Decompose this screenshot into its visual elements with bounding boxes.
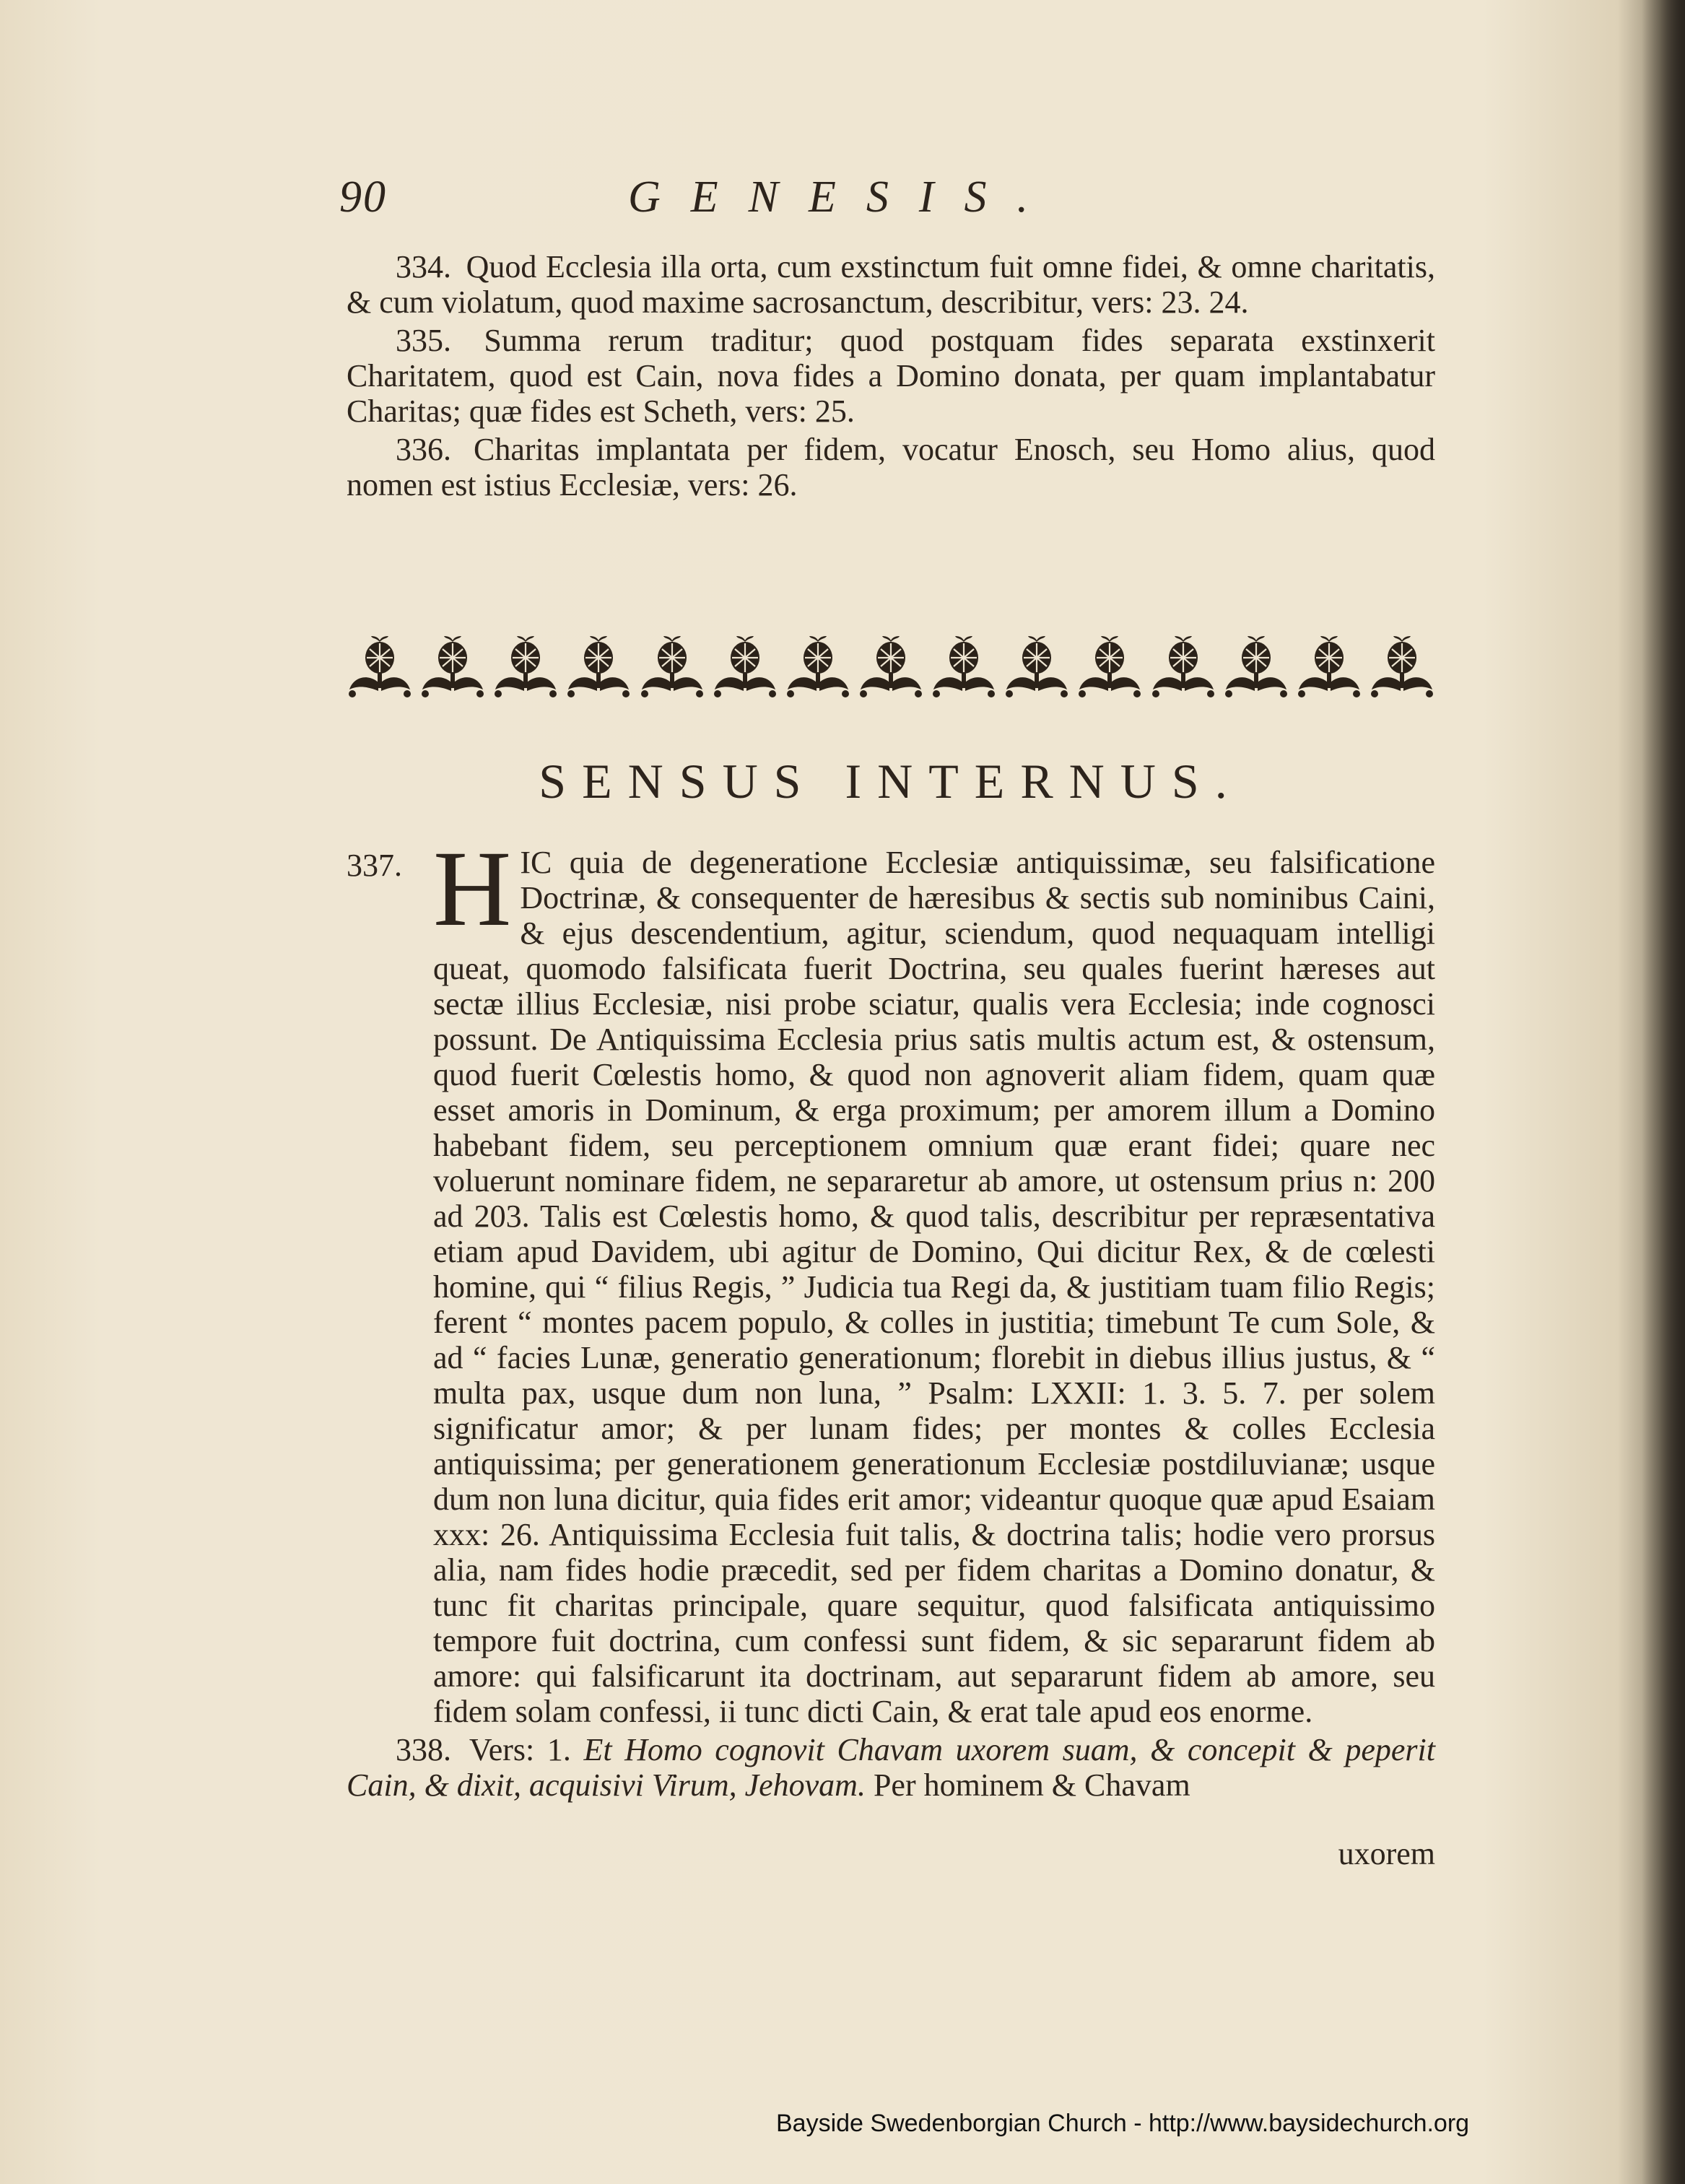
paragraph-number: 336. — [396, 432, 451, 467]
drop-cap: H — [433, 829, 512, 949]
running-head — [339, 172, 1437, 237]
page-edge-shadow — [1642, 0, 1685, 2184]
paragraph-text: IC quia de degeneratione Ecclesiæ antiquissimæ, seu falsificatione Doctrinæ, & consequenter de hæresibus & sectis sub nominibus Caini, & ejus descendentium, agitur, sciendum, quod nequaquam intelligi queat, quomodo falsificata fuerit Doctrina, seu quales fuerint hæreses aut sectæ illius Ecclesiæ, nisi probe sciatur, qualis vera Ecclesia; inde cognosci possunt. De Antiquissima Ecclesia prius satis multis actum est, & ostensum, quod fuerit Cœlestis homo, & quod non agnoverit aliam fidem, quam quæ esset amoris in Dominum, & erga proximum; per amorem illum a Domino habebant fidem, seu perceptionem omnium quæ erant fidei; quare nec voluerunt nominare fidem, ne separaretur ab amore, ut ostensum prius n: 200 ad 203. Talis est Cœlestis homo, & quod talis, describitur per repræsentativa etiam apud Davidem, ubi agitur de Domino, Qui dicitur Rex, & de cœlesti homine, qui “ filius Regis, ” Judicia tua Regi da, & justitiam tuam filio Regis; ferent “ montes pacem populo, & colles in justitia; timebunt Te cum Sole, & ad “ facies Lunæ, generatio generationum; florebit in diebus illius justus, & “ multa pax, usque dum non luna, ” Psalm: LXXII: 1. 3. 5. 7. per solem significatur amor; & per lunam fides; per montes & colles Ecclesia antiquissima; per generationem generationum Ecclesiæ postdiluvianæ; usque dum non luna dicitur, quia fides erit amor; videantur quoque quæ apud Esaiam xxx: 26. Antiquissima Ecclesia fuit talis, & doctrina talis; hodie vero prorsus alia, nam fides hodie præcedit, sed per fidem charitas a Domino donatur, & tunc fit charitas principale, quare sequitur, quod falsificata antiquissimo tempore fuit doctrina, cum confessi sunt fidem, & sic separarunt fidem ab amore: qui falsificarunt ita doctrinam, aut separarunt fidem ab amore, seu fidem solam confessi, ii tunc dicti Cain, & erat tale apud eos enorme. — [433, 845, 1435, 1729]
paragraph-number: 338. — [396, 1732, 451, 1767]
paragraph-338 — [347, 1732, 1435, 1803]
paragraph-number: 337. — [347, 848, 402, 883]
body-text-block — [347, 829, 1435, 1806]
paragraph-number: 335. — [396, 323, 451, 358]
fleuron-icon — [639, 635, 705, 700]
fleuron-border — [347, 632, 1435, 702]
paragraph-text: Quod Ecclesia illa orta, cum exstinctum fuit omne fidei, & omne charitatis, & cum violatum, quod maxime sacrosanctum, describitur, vers: 23. 24. — [347, 249, 1435, 320]
paragraph-text: Summa rerum traditur; quod postquam fides separata exstinxerit Charitatem, quod est Cain, nova fides a Domino donata, per quam implantabatur Charitas; quæ fides est Scheth, vers: 25. — [347, 323, 1435, 429]
fleuron-icon — [931, 635, 997, 700]
page-number: 90 — [339, 173, 387, 222]
paragraph-336 — [347, 432, 1435, 503]
fleuron-icon — [347, 635, 413, 700]
fleuron-icon — [565, 635, 632, 700]
catchword: uxorem — [1338, 1836, 1435, 1871]
paragraph-number: 334. — [396, 249, 451, 284]
fleuron-icon — [785, 635, 851, 700]
watermark-credit: Bayside Swedenborgian Church - http://www.baysidechurch.org — [776, 2110, 1470, 2137]
fleuron-icon — [1003, 635, 1070, 700]
verse-reference: Vers: 1. — [469, 1732, 571, 1767]
fleuron-icon — [858, 635, 924, 700]
paragraph-337-body — [347, 829, 1435, 1729]
section-title: SENSUS INTERNUS. — [539, 754, 1243, 809]
fleuron-icon — [1223, 635, 1289, 700]
fleuron-icon — [492, 635, 559, 700]
fleuron-icon — [419, 635, 486, 700]
paragraph-text: Per hominem & Chavam — [873, 1767, 1190, 1803]
upper-text-block — [347, 249, 1435, 505]
paragraph-text: Charitas implantata per fidem, vocatur Enosch, seu Homo alius, quod nomen est istius Ecclesiæ, vers: 26. — [347, 432, 1436, 503]
running-title: GENESIS. — [628, 173, 1059, 222]
paragraph-334 — [347, 249, 1435, 320]
scripture-quote: Et Homo cognovit Chavam uxorem suam, & concepit & peperit Cain, & dixit, acquisivi Virum, Jehovam. — [347, 1732, 1435, 1803]
fleuron-icon — [1076, 635, 1143, 700]
fleuron-icon — [1369, 635, 1435, 700]
fleuron-icon — [1296, 635, 1362, 700]
paragraph-335 — [347, 323, 1435, 429]
fleuron-icon — [1150, 635, 1216, 700]
paragraph-337 — [347, 829, 1435, 1729]
fleuron-icon — [712, 635, 778, 700]
